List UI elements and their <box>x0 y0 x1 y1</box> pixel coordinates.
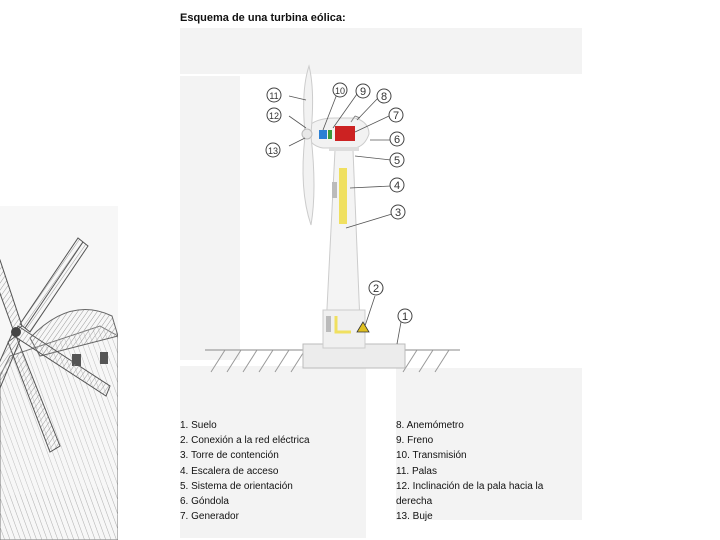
windmill-sketch <box>0 206 118 540</box>
brake <box>328 130 332 139</box>
callout-5 <box>390 153 404 167</box>
legend-item: 5. Sistema de orientación <box>180 480 293 492</box>
svg-text:7: 7 <box>392 110 400 122</box>
generator <box>335 126 355 141</box>
turbine-diagram <box>205 60 465 374</box>
page-title: Esquema de una turbina eólica: <box>180 12 346 24</box>
callout-4 <box>390 178 404 192</box>
callout-6 <box>390 132 404 146</box>
callout-9 <box>356 84 370 98</box>
legend-item: 10. Transmisión <box>396 450 467 462</box>
callout-8 <box>377 89 391 103</box>
svg-text:6: 6 <box>393 134 401 146</box>
blade-bottom <box>303 136 314 225</box>
hub <box>302 129 312 139</box>
legend-item: 8. Anemómetro <box>396 420 464 431</box>
svg-text:5: 5 <box>393 155 401 167</box>
callout-2 <box>369 281 383 295</box>
callout-11 <box>267 88 281 102</box>
legend-item: 4. Escalera de acceso <box>180 465 279 477</box>
legend-item: 2. Conexión a la red eléctrica <box>180 435 310 447</box>
legend-item: 3. Torre de contención <box>180 450 279 462</box>
svg-text:1: 1 <box>401 311 409 323</box>
svg-text:4: 4 <box>393 180 401 192</box>
callout-12 <box>267 108 281 122</box>
legend-item: 11. Palas <box>396 465 437 477</box>
legend-item: 6. Góndola <box>180 496 229 508</box>
callout-3 <box>391 205 405 219</box>
svg-text:12: 12 <box>268 111 280 121</box>
callout-1 <box>398 309 412 323</box>
svg-text:13: 13 <box>267 146 279 156</box>
svg-text:10: 10 <box>334 86 346 96</box>
legend-item: 13. Buje <box>396 511 433 523</box>
svg-text:11: 11 <box>269 91 279 101</box>
legend-item: 1. Suelo <box>180 420 217 431</box>
yaw-system <box>329 147 359 151</box>
svg-text:8: 8 <box>380 91 388 103</box>
transmission <box>319 130 327 139</box>
legend-right <box>396 418 566 524</box>
callout-13 <box>266 143 280 157</box>
access-ladder <box>339 168 347 224</box>
svg-text:2: 2 <box>372 283 380 295</box>
legend-left <box>180 418 310 524</box>
svg-text:3: 3 <box>394 207 402 219</box>
legend-item: 9. Freno <box>396 435 434 447</box>
callout-7 <box>389 108 403 122</box>
callout-10 <box>333 83 347 97</box>
legend-item: 7. Generador <box>180 511 239 523</box>
legend-item: 12. Inclinación de la pala hacia la derecha <box>396 480 544 508</box>
svg-text:9: 9 <box>359 86 367 98</box>
